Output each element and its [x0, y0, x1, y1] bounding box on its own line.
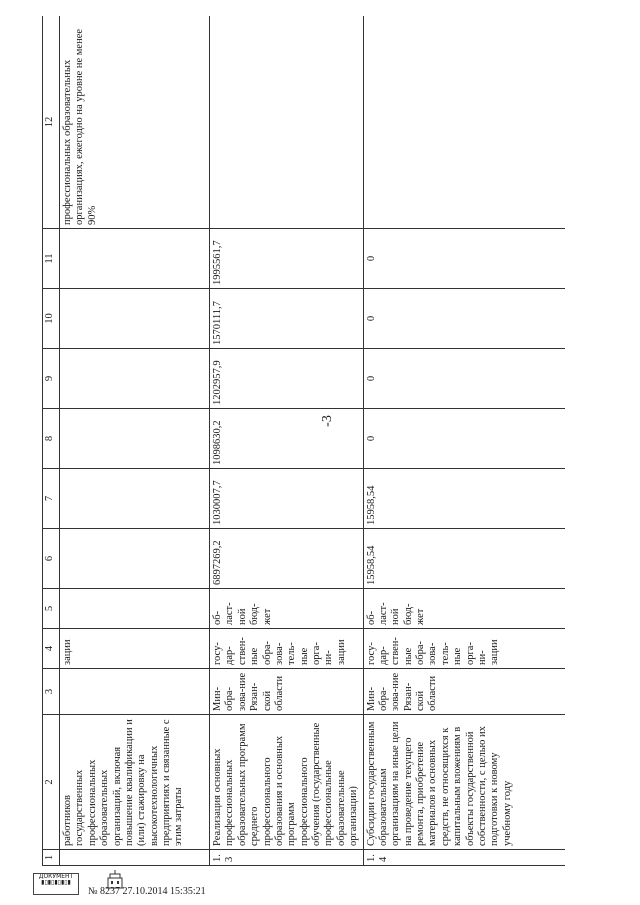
column-number: 12 — [43, 16, 60, 229]
amount-year-2: 0 — [363, 409, 565, 469]
funding-source: об-ласт-ной бюд-жет — [210, 589, 364, 629]
column-number-row — [43, 16, 60, 866]
amount-year-5: 0 — [363, 229, 565, 289]
responsible-executor: Мин-обра-зова-ние Рязан-ской области — [363, 669, 565, 715]
amount-year-4: 1570111,7 — [210, 289, 364, 349]
column-number: 2 — [43, 715, 60, 850]
column-number: 1 — [43, 850, 60, 866]
column-number: 8 — [43, 409, 60, 469]
row-number — [60, 850, 210, 866]
table-row-continuation — [60, 16, 210, 866]
stamp-pattern: ▮▯▮▯▮▯▮▯▮ — [41, 879, 71, 886]
column-number: 11 — [43, 229, 60, 289]
page-number: -3 — [320, 415, 335, 427]
activity-name: Реализация основных профессиональных образовательных программ среднего профессионального образования и основных программ профессионального обучения (государственные профессиональные образовательные организации) — [210, 715, 364, 850]
amount-year-5: 1995561,7 — [210, 229, 364, 289]
participant: госу-дар-ствен-ные обра-зова-тель-ные орга-ни-зации — [210, 629, 364, 669]
column-number: 10 — [43, 289, 60, 349]
amount-year-2 — [60, 409, 210, 469]
amount-year-5 — [60, 229, 210, 289]
column-number: 5 — [43, 589, 60, 629]
amount-year-3 — [60, 349, 210, 409]
amount-year-4: 0 — [363, 289, 565, 349]
program-table — [42, 16, 565, 866]
registration-signature: № 8237 27.10.2014 15:35:21 — [88, 886, 206, 897]
funding-source: об-ласт-ной бюд-жет — [363, 589, 565, 629]
responsible-executor — [60, 669, 210, 715]
total-amount — [60, 529, 210, 589]
participant: госу-дар-ствен-ные обра-зова-тель-ные орга-ни-зации — [363, 629, 565, 669]
table-row-1-4 — [363, 16, 565, 866]
column-number: 6 — [43, 529, 60, 589]
column-number: 7 — [43, 469, 60, 529]
funding-source — [60, 589, 210, 629]
participant: зации — [60, 629, 210, 669]
activity-name: работников государственных профессиональных образовательных организаций, включая повышение квалификации и (или) стажировку на высокотехнологичных предприятиях и связанные с этим затраты — [60, 715, 210, 850]
amount-year-2: 1098630,2 — [210, 409, 364, 469]
total-amount: 6897269,2 — [210, 529, 364, 589]
document-stamp — [33, 873, 79, 895]
responsible-executor: Мин-обра-зова-ние Рязан-ской области — [210, 669, 364, 715]
rotated-table-container — [42, 16, 565, 866]
document-table-area — [42, 16, 565, 866]
expected-result — [210, 16, 364, 229]
amount-year-1 — [60, 469, 210, 529]
stamp-label: ДОКУМЕНТ — [38, 873, 74, 880]
column-number: 9 — [43, 349, 60, 409]
amount-year-1: 1030007,7 — [210, 469, 364, 529]
amount-year-3: 0 — [363, 349, 565, 409]
table-row-1-3 — [210, 16, 364, 866]
row-number: 1.3 — [210, 850, 364, 866]
amount-year-4 — [60, 289, 210, 349]
expected-result — [363, 16, 565, 229]
amount-year-1: 15958,54 — [363, 469, 565, 529]
total-amount: 15958,54 — [363, 529, 565, 589]
column-number: 4 — [43, 629, 60, 669]
expected-result: профессиональных образовательных организациях, ежегодно на уровне не менее 90% — [60, 16, 210, 229]
column-number: 3 — [43, 669, 60, 715]
row-number: 1.4 — [363, 850, 565, 866]
amount-year-3: 1202957,9 — [210, 349, 364, 409]
activity-name: Субсидии государственным образовательным организациям на иные цели на проведение текущего ремонта, приобретение материалов и основных средств, не относящихся к капитальным вложениям в объекты государственной собственности, с целью их подготовки к новому учебному году — [363, 715, 565, 850]
